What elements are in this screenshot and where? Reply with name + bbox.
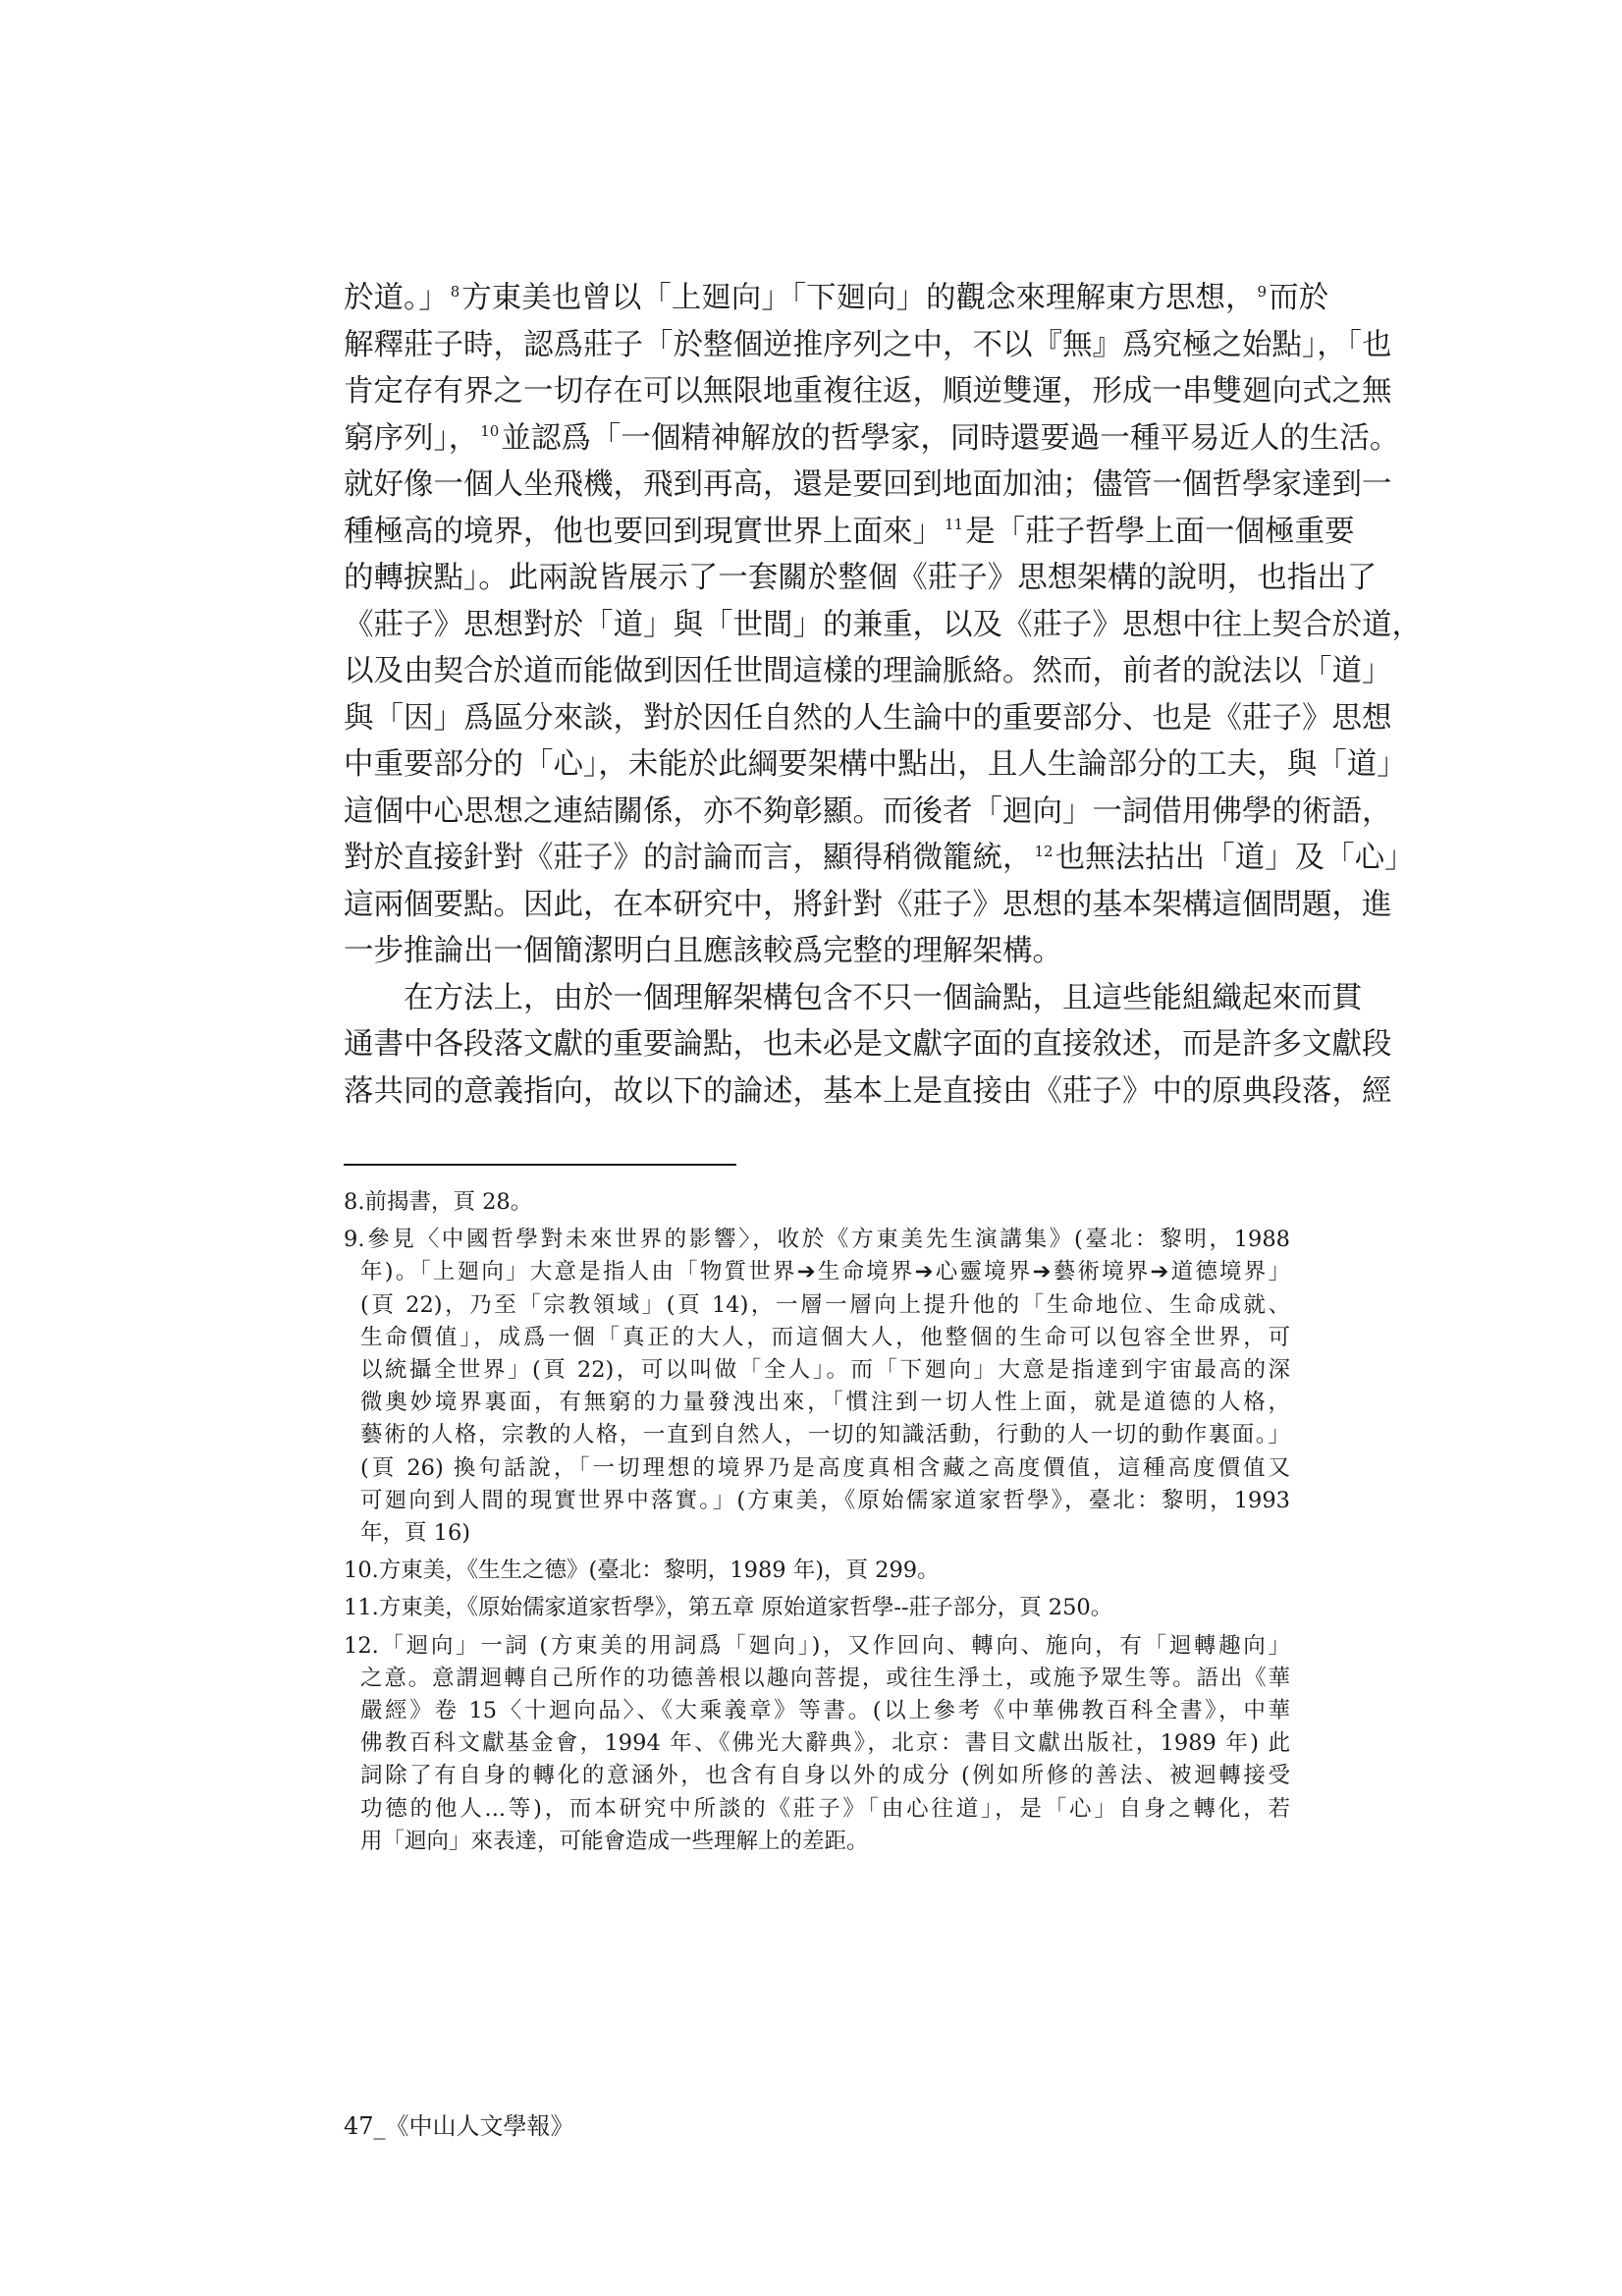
- footnote-line: 8.前揭書，頁 28。: [344, 1189, 533, 1215]
- body-line: 落共同的意義指向，故以下的論述，基本上是直接由《莊子》中的原典段落，經: [344, 1073, 1392, 1109]
- footnote-line: 嚴經》卷 15〈十迴向品〉、《大乘義章》等書。(以上參考《中華佛教百科全書》，中華: [360, 1698, 1290, 1724]
- body-line: 於道。」 $^8$方東美也曾以「上廻向」「下廻向」的觀念來理解東方思想， $^9$而於: [344, 281, 1329, 315]
- footnote-line: 用「迴向」來表達，可能會造成一些理解上的差距。: [360, 1828, 869, 1854]
- footnote-line: 詞除了有自身的轉化的意涵外，也含有自身以外的成分 (例如所修的善法、被迴轉接受: [360, 1763, 1290, 1789]
- footnote-line: 之意。意謂迴轉自己所作的功德善根以趣向菩提，或往生淨土，或施予眾生等。語出《華: [360, 1665, 1290, 1691]
- footnote-line: 12.「迴向」一詞 (方東美的用詞爲「廻向」)，又作回向、轉向、施向，有「迴轉趣向」: [344, 1632, 1290, 1659]
- footnotes: [344, 1186, 1290, 1863]
- body-line: 解釋莊子時，認爲莊子「於整個逆推序列之中，不以『無』爲究極之始點」，「也: [344, 327, 1392, 362]
- footnote-line: (頁 22)，乃至「宗教領域」(頁 14)，一層一層向上提升他的「生命地位、生命成就、: [360, 1291, 1290, 1318]
- body-line: 窮序列」， $^{10}$並認爲「一個精神解放的哲學家，同時還要過一種平易近人的生活。: [344, 420, 1400, 456]
- body-line: 一步推論出一個簡潔明白且應該較爲完整的理解架構。: [344, 934, 1062, 968]
- body-line: 通書中各段落文獻的重要論點，也未必是文獻字面的直接敘述，而是許多文獻段: [344, 1027, 1392, 1062]
- body-line: 這個中心思想之連結關係，亦不夠彰顯。而後者「迴向」一詞借用佛學的術語，: [344, 793, 1392, 829]
- footnote-line: 年)。「上廻向」大意是指人由「物質世界➔生命境界➔心靈境界➔藝術境界➔道德境界」: [360, 1259, 1290, 1285]
- footnote-line: 10.方東美，《生生之德》(臺北：黎明，1989 年)，頁 299。: [344, 1558, 940, 1584]
- footnote-line: 功德的他人...等)，而本研究中所談的《莊子》「由心往道」，是「心」自身之轉化，若: [360, 1795, 1290, 1822]
- footnote-10: [344, 1555, 1290, 1587]
- footnote-8: [344, 1186, 1290, 1219]
- footnote-line: 藝術的人格，宗教的人格，一直到自然人，一切的知識活動，行動的人一切的動作裏面。」: [360, 1422, 1290, 1449]
- body-line: 對於直接針對《莊子》的討論而言，顯得稍微籠統， $^{12}$也無法拈出「道」及「心」: [344, 841, 1415, 875]
- footnote-12: [344, 1630, 1290, 1858]
- footnote-ref[interactable]: 10: [480, 422, 500, 441]
- body-line: 在方法上，由於一個理解架構包含不只一個論點，且這些能組織起來而貫: [404, 980, 1362, 1015]
- page-footer: [344, 2111, 574, 2141]
- footnote-11: [344, 1592, 1290, 1624]
- main-body: [344, 275, 1422, 1115]
- footnote-line: 佛教百科文獻基金會，1994 年、《佛光大辭典》，北京：書目文獻出版社，1989 年) 此: [360, 1730, 1290, 1757]
- body-line: 就好像一個人坐飛機，飛到再高，還是要回到地面加油；儘管一個哲學家達到一: [344, 467, 1392, 502]
- body-line: 的轉捩點」。此兩說皆展示了一套關於整個《莊子》思想架構的說明，也指出了: [344, 561, 1378, 595]
- body-line: 以及由契合於道而能做到因任世間這樣的理論脈絡。然而，前者的說法以「道」: [344, 654, 1392, 688]
- footnote-9: [344, 1224, 1290, 1550]
- footnote-line: 9.參見〈中國哲學對未來世界的影響〉，收於《方東美先生演講集》(臺北：黎明，1988: [344, 1227, 1290, 1253]
- footnote-divider: [344, 1164, 736, 1166]
- body-line: 肯定存有界之一切存在可以無限地重複往返，順逆雙運，形成一串雙廻向式之無: [344, 374, 1392, 409]
- body-line: 《莊子》思想對於「道」與「世間」的兼重，以及《莊子》思想中往上契合於道，: [344, 607, 1422, 642]
- footnote-line: 年，頁 16): [360, 1520, 471, 1547]
- footnote-ref[interactable]: 12: [1034, 842, 1054, 860]
- footnote-ref[interactable]: 8: [450, 282, 460, 301]
- footnote-line: 以統攝全世界」(頁 22)，可以叫做「全人」。而「下廻向」大意是指達到宇宙最高的深: [360, 1357, 1290, 1384]
- body-line: 中重要部分的「心」，未能於此綱要架構中點出，且人生論部分的工夫，與「道」: [344, 747, 1407, 782]
- body-line: 這兩個要點。因此，在本研究中，將針對《莊子》思想的基本架構這個問題，進: [344, 887, 1392, 922]
- footnote-line: 微奧妙境界裏面，有無窮的力量發洩出來，「慣注到一切人性上面，就是道德的人格，: [360, 1390, 1290, 1416]
- footnote-line: (頁 26) 換句話說，「一切理想的境界乃是高度真相含藏之高度價值，這種高度價值又: [360, 1454, 1290, 1481]
- body-line: 與「因」爲區分來談，對於因任自然的人生論中的重要部分、也是《莊子》思想: [344, 700, 1392, 736]
- footnote-line: 11.方東美，《原始儒家道家哲學》，第五章 原始道家哲學--莊子部分，頁 250。: [344, 1595, 1113, 1621]
- footnote-ref[interactable]: 9: [1257, 282, 1268, 301]
- body-line: 種極高的境界，他也要回到現實世界上面來」 $^{11}$是「莊子哲學上面一個極重要: [344, 514, 1355, 549]
- page-number-journal: 47_《中山人文學報》: [344, 2112, 574, 2140]
- footnote-ref[interactable]: 11: [945, 516, 964, 534]
- footnote-line: 生命價值」，成爲一個「真正的大人，而這個大人，他整個的生命可以包容全世界，可: [360, 1324, 1290, 1350]
- footnote-line: 可廻向到人間的現實世界中落實。」(方東美，《原始儒家道家哲學》，臺北：黎明，1993: [360, 1487, 1290, 1513]
